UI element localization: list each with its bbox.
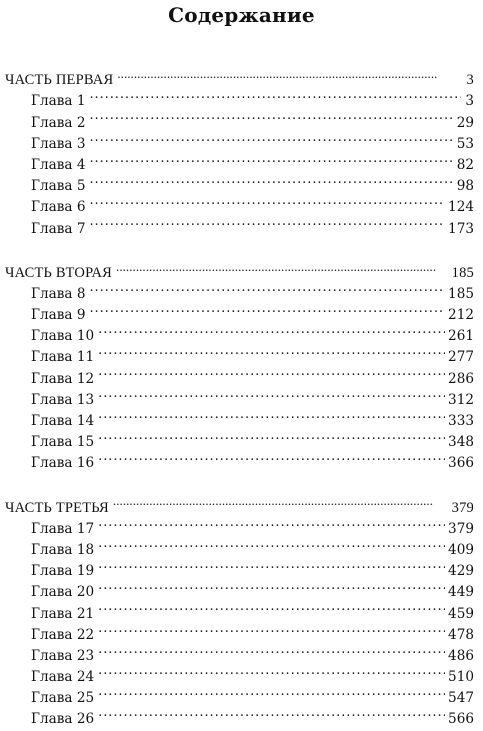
chapter-label: Глава 21 bbox=[31, 605, 95, 622]
page-number: 173 bbox=[448, 220, 474, 237]
page-number: 29 bbox=[456, 114, 474, 131]
chapter-label: Глава 9 bbox=[31, 307, 86, 324]
dot-leader bbox=[98, 681, 445, 702]
page-number: 379 bbox=[451, 499, 474, 516]
page-number: 3 bbox=[465, 93, 474, 110]
chapter-label: Глава 13 bbox=[31, 391, 95, 408]
dot-leader bbox=[89, 84, 461, 105]
chapter-label: Глава 17 bbox=[31, 520, 95, 537]
dot-leader bbox=[117, 63, 461, 84]
page-number: 286 bbox=[448, 370, 474, 387]
chapter-label: Глава 8 bbox=[31, 285, 86, 302]
page-number: 185 bbox=[451, 264, 474, 281]
chapter-label: Глава 25 bbox=[31, 690, 95, 707]
page-number: 459 bbox=[448, 605, 474, 622]
dot-leader bbox=[98, 361, 445, 382]
page-number: 486 bbox=[448, 647, 474, 664]
dot-leader bbox=[98, 575, 445, 596]
dot-leader bbox=[89, 211, 445, 232]
page-number: 409 bbox=[448, 541, 474, 558]
page-number: 333 bbox=[448, 413, 474, 429]
page-number: 379 bbox=[448, 520, 474, 537]
chapter-label: Глава 12 bbox=[31, 370, 95, 387]
dot-leader bbox=[89, 105, 453, 126]
dot-leader bbox=[98, 425, 445, 446]
chapter-label: Глава 10 bbox=[31, 328, 95, 345]
chapter-label: Глава 2 bbox=[31, 114, 86, 131]
page-number: 277 bbox=[448, 349, 474, 366]
dot-leader bbox=[98, 596, 445, 617]
dot-leader bbox=[98, 404, 445, 425]
chapter-label: Глава 16 bbox=[31, 455, 95, 472]
toc-part-heading[interactable] bbox=[5, 63, 474, 89]
dot-leader bbox=[116, 256, 449, 277]
page-number: 53 bbox=[456, 135, 474, 152]
chapter-label: Глава 6 bbox=[31, 199, 86, 216]
page-number: 312 bbox=[448, 391, 474, 408]
dot-leader bbox=[89, 127, 453, 148]
dot-leader bbox=[89, 190, 445, 211]
page-number: 510 bbox=[448, 669, 474, 686]
part-label: ЧАСТЬ ПЕРВАЯ bbox=[5, 72, 114, 89]
page-number: 429 bbox=[448, 563, 474, 580]
part-label: ЧАСТЬ ВТОРАЯ bbox=[5, 264, 113, 281]
page-number: 547 bbox=[448, 690, 474, 707]
dot-leader bbox=[89, 277, 445, 298]
chapter-label: Глава 18 bbox=[31, 541, 95, 558]
part-label: ЧАСТЬ ТРЕТЬЯ bbox=[5, 499, 109, 516]
chapter-label: Глава 19 bbox=[31, 563, 95, 580]
table-of-contents bbox=[5, 63, 474, 728]
chapter-label: Глава 22 bbox=[31, 626, 95, 643]
chapter-label: Глава 15 bbox=[31, 434, 95, 451]
toc-part-heading[interactable] bbox=[5, 256, 474, 281]
toc-part-1 bbox=[5, 63, 474, 237]
page-number: 366 bbox=[448, 455, 474, 472]
chapter-label: Глава 24 bbox=[31, 669, 95, 686]
dot-leader bbox=[98, 554, 445, 575]
dot-leader bbox=[98, 533, 445, 554]
dot-leader bbox=[113, 490, 449, 511]
chapter-label: Глава 1 bbox=[31, 93, 86, 110]
toc-part-2 bbox=[5, 256, 474, 472]
page-number: 3 bbox=[466, 72, 474, 89]
chapter-label: Глава 23 bbox=[31, 647, 95, 664]
dot-leader bbox=[98, 639, 445, 660]
dot-leader bbox=[89, 169, 453, 190]
page-number: 348 bbox=[448, 434, 474, 451]
page-number: 449 bbox=[448, 584, 474, 601]
page-number: 478 bbox=[448, 626, 474, 643]
dot-leader bbox=[98, 618, 445, 639]
chapter-label: Глава 26 bbox=[31, 711, 95, 728]
dot-leader bbox=[98, 383, 445, 404]
dot-leader bbox=[98, 512, 445, 533]
dot-leader bbox=[98, 660, 445, 681]
page-number: 261 bbox=[448, 328, 474, 345]
page-number: 98 bbox=[456, 178, 474, 195]
page-number: 124 bbox=[448, 199, 474, 216]
dot-leader bbox=[98, 319, 445, 340]
page-number: 566 bbox=[448, 711, 474, 728]
page-number: 212 bbox=[448, 307, 474, 324]
dot-leader bbox=[98, 446, 445, 467]
chapter-label: Глава 5 bbox=[31, 178, 86, 195]
page-number: 82 bbox=[456, 156, 474, 173]
toc-part-heading[interactable] bbox=[5, 490, 474, 516]
page-number: 185 bbox=[448, 285, 474, 302]
chapter-label: Глава 3 bbox=[31, 135, 86, 152]
chapter-label: Глава 4 bbox=[31, 156, 86, 173]
chapter-label: Глава 11 bbox=[31, 349, 95, 366]
toc-part-3 bbox=[5, 490, 474, 728]
dot-leader bbox=[89, 148, 453, 169]
chapter-label: Глава 20 bbox=[31, 584, 95, 601]
dot-leader bbox=[98, 702, 445, 723]
chapter-label: Глава 14 bbox=[31, 413, 95, 429]
dot-leader bbox=[89, 298, 445, 319]
page-title: Содержание bbox=[168, 3, 315, 27]
chapter-label: Глава 7 bbox=[31, 220, 86, 237]
dot-leader bbox=[98, 340, 445, 361]
